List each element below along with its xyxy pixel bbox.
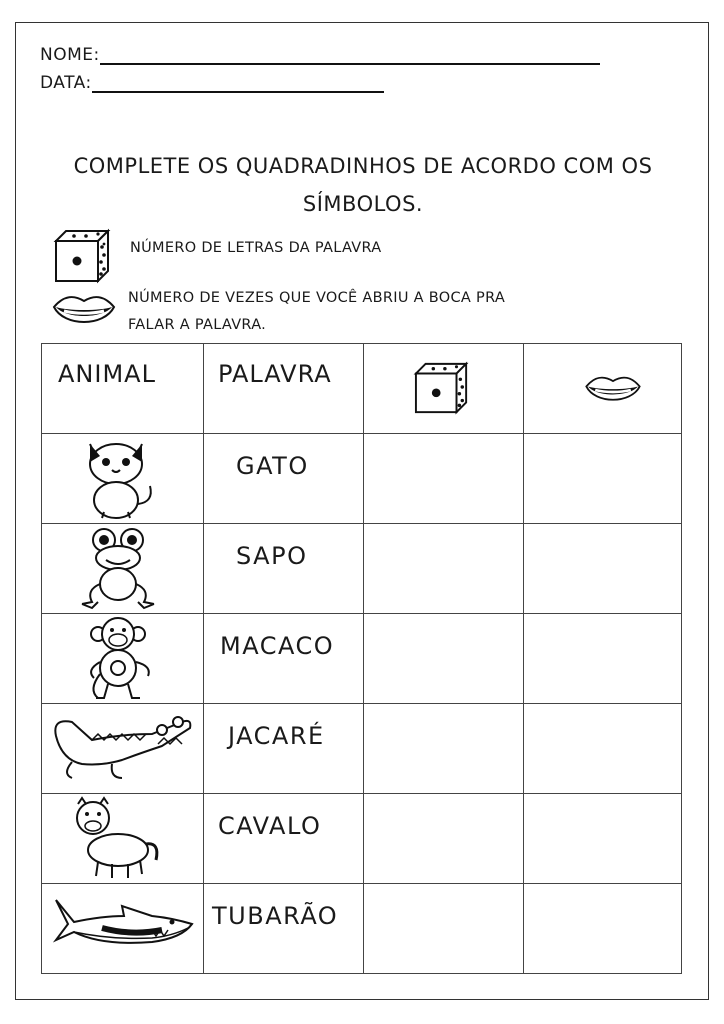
word-label: CAVALO (218, 812, 322, 840)
cat-icon (42, 434, 202, 522)
syllables-count-cell[interactable] (524, 434, 682, 524)
header-animal (42, 344, 204, 434)
date-label: DATA: (40, 73, 92, 93)
table-row (42, 884, 682, 974)
letters-count-cell[interactable] (364, 524, 524, 614)
header-letters (364, 344, 524, 434)
syllables-count-cell[interactable] (524, 614, 682, 704)
word-label: GATO (236, 452, 309, 480)
letters-count-cell[interactable] (364, 704, 524, 794)
date-field (40, 73, 384, 93)
horse-icon (42, 794, 202, 882)
syllables-count-cell[interactable] (524, 704, 682, 794)
word-label: SAPO (236, 542, 308, 570)
alligator-icon (42, 704, 202, 792)
words-table (41, 343, 682, 974)
syllables-count-cell[interactable] (524, 884, 682, 974)
legend-lips-text (128, 285, 505, 339)
instructions-line1: COMPLETE OS QUADRADINHOS DE ACORDO COM OS (73, 154, 653, 178)
table-row (42, 614, 682, 704)
name-input-line[interactable] (100, 47, 600, 65)
table-row (42, 704, 682, 794)
word-cell (204, 524, 364, 614)
name-field (40, 45, 600, 65)
header-syllables (524, 344, 682, 434)
word-cell (204, 434, 364, 524)
table-row (42, 434, 682, 524)
animal-cell (42, 884, 204, 974)
legend-dice-text: NÚMERO DE LETRAS DA PALAVRA (130, 240, 382, 256)
shark-icon (42, 884, 202, 972)
header-word (204, 344, 364, 434)
word-label: MACACO (220, 632, 335, 660)
date-input-line[interactable] (92, 75, 384, 93)
syllables-count-cell[interactable] (524, 524, 682, 614)
word-cell (204, 704, 364, 794)
legend-lips-line1: NÚMERO DE VEZES QUE VOCÊ ABRIU A BOCA PRA (128, 290, 506, 306)
worksheet (15, 22, 709, 1000)
animal-cell (42, 524, 204, 614)
animal-cell (42, 794, 204, 884)
dice-icon (52, 227, 114, 285)
table-header-row (42, 344, 682, 434)
monkey-icon (42, 614, 202, 702)
name-label: NOME: (40, 45, 100, 65)
letters-count-cell[interactable] (364, 434, 524, 524)
table-row (42, 794, 682, 884)
word-label: JACARÉ (228, 722, 325, 750)
frog-icon (42, 524, 202, 612)
word-label: TUBARÃO (212, 902, 339, 930)
word-cell (204, 614, 364, 704)
header-animal-label: ANIMAL (58, 360, 156, 388)
word-cell (204, 794, 364, 884)
legend-lips-line2: FALAR A PALAVRA. (128, 317, 267, 333)
header-word-label: PALAVRA (218, 360, 332, 388)
lips-icon (52, 293, 116, 329)
animal-cell (42, 704, 204, 794)
instructions-line2: SÍMBOLOS. (302, 192, 424, 216)
syllables-count-cell[interactable] (524, 794, 682, 884)
animal-cell (42, 434, 204, 524)
letters-count-cell[interactable] (364, 614, 524, 704)
word-cell (204, 884, 364, 974)
table-row (42, 524, 682, 614)
instructions (16, 147, 710, 223)
animal-cell (42, 614, 204, 704)
lips-icon (582, 374, 644, 406)
letters-count-cell[interactable] (364, 884, 524, 974)
letters-count-cell[interactable] (364, 794, 524, 884)
dice-icon (412, 360, 472, 416)
